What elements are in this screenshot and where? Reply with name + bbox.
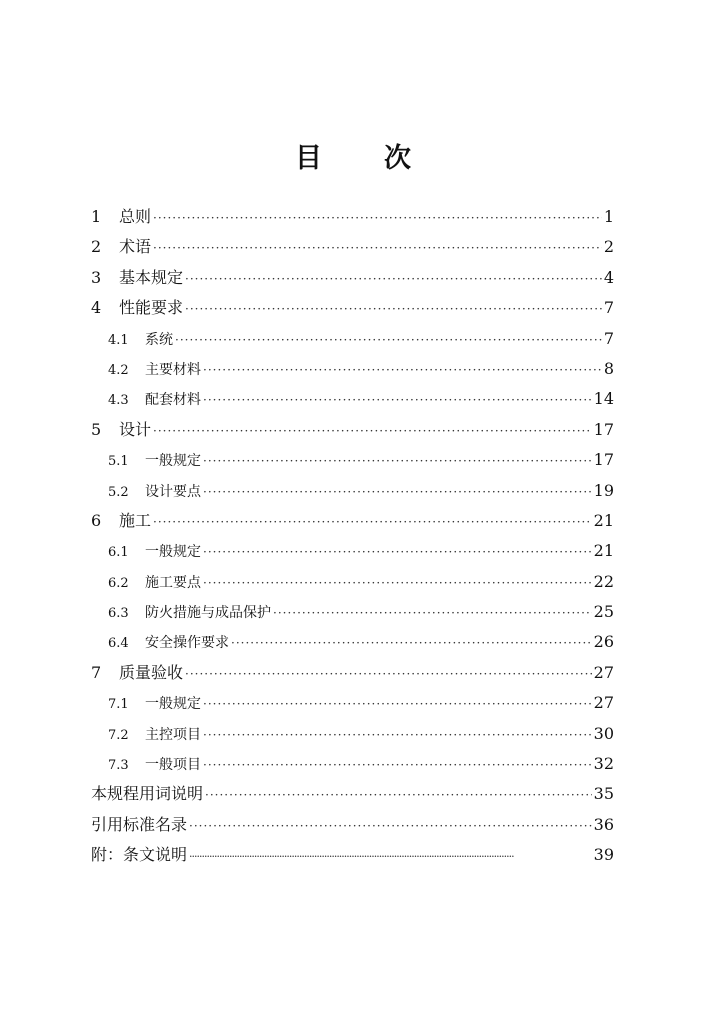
toc-entry-number: 7.3 [108, 758, 129, 774]
toc-entry-label: 设计要点 [145, 483, 201, 500]
toc-entry[interactable] [91, 779, 614, 809]
toc-entry-label: 配套材料 [145, 392, 201, 409]
toc-entry-number: 6.2 [108, 575, 129, 591]
toc-entry-label: 一般项目 [145, 757, 201, 774]
toc-entry-page-number: 17 [593, 450, 614, 470]
toc-entry-number: 6.3 [108, 606, 129, 622]
toc-dot-leader [153, 233, 602, 263]
toc-entry-number: 3 [91, 267, 102, 287]
toc-entry-label: 基本规定 [119, 267, 184, 287]
toc-entry[interactable] [91, 749, 614, 779]
toc-dot-leader [189, 811, 592, 841]
toc-entry-page-number: 4 [603, 267, 614, 287]
toc-entry-label: 施工 [119, 510, 152, 530]
toc-entry[interactable] [91, 688, 614, 718]
toc-entry-label: 一般规定 [145, 696, 201, 713]
toc-entry-number: 6.4 [108, 636, 129, 652]
toc-entry-label: 引用标准名录 [91, 814, 188, 834]
toc-dot-leader [153, 416, 592, 446]
toc-entry-number: 2 [91, 237, 102, 257]
toc-entry[interactable] [91, 840, 614, 870]
toc-dot-leader [185, 264, 602, 294]
toc-entry[interactable] [91, 293, 614, 323]
toc-entry-number: 4 [91, 298, 102, 318]
toc-dot-leader [203, 446, 592, 476]
toc-entry-label: 术语 [119, 237, 152, 257]
toc-entry[interactable] [91, 567, 614, 597]
toc-entry-number: 7.2 [108, 727, 129, 743]
title-char-1: 目 [295, 143, 322, 174]
toc-dot-leader [231, 628, 592, 658]
toc-entry-page-number: 36 [593, 814, 614, 834]
toc-dot-leader [203, 720, 592, 750]
toc-entry[interactable] [91, 506, 614, 536]
toc-entry-label: 一般规定 [145, 453, 201, 470]
toc-entry-number: 6 [91, 510, 102, 530]
toc-entry[interactable] [91, 536, 614, 566]
toc-entry-number: 1 [91, 207, 102, 226]
toc-entry-page-number: 27 [593, 662, 614, 682]
toc-entry-page-number: 8 [603, 358, 614, 378]
toc-dot-leader [203, 537, 592, 567]
toc-entry-page-number: 35 [593, 784, 614, 804]
toc-entry-page-number: 21 [593, 541, 614, 561]
toc-entry[interactable] [91, 719, 614, 749]
toc-entry-label: 设计 [119, 419, 152, 439]
toc-entry-label: 总则 [119, 207, 152, 226]
toc-entry[interactable] [91, 232, 614, 262]
toc-entry-page-number: 39 [593, 845, 614, 865]
toc-entry-number: 6.1 [108, 545, 129, 561]
toc-entry-page-number: 17 [593, 419, 614, 439]
toc-entry-page-number: 19 [593, 480, 614, 500]
toc-entry[interactable] [91, 263, 614, 293]
toc-entry-label: 附：条文说明 [91, 845, 188, 865]
toc-dot-leader [203, 477, 592, 507]
toc-entry[interactable] [91, 476, 614, 506]
toc-entry-page-number: 30 [593, 723, 614, 743]
toc-entry-page-number: 32 [593, 754, 614, 774]
toc-entry[interactable] [91, 384, 614, 414]
toc-entry-page-number: 2 [603, 237, 614, 257]
table-of-contents [91, 202, 614, 871]
toc-entry-label: 施工要点 [145, 574, 201, 591]
toc-entry-label: 系统 [145, 331, 173, 348]
toc-entry-page-number: 21 [593, 510, 614, 530]
toc-entry-number: 5.2 [108, 484, 129, 500]
toc-dot-leader [203, 689, 592, 719]
toc-entry[interactable] [91, 627, 614, 657]
toc-dot-leader [205, 780, 592, 810]
toc-entry-page-number: 22 [593, 571, 614, 591]
toc-entry-number: 4.1 [108, 332, 129, 348]
toc-entry-page-number: 1 [603, 207, 614, 226]
toc-entry-number: 4.2 [108, 362, 129, 378]
toc-entry-page-number: 7 [603, 298, 614, 318]
toc-entry-page-number: 14 [593, 389, 614, 409]
toc-entry-page-number: 25 [593, 602, 614, 622]
toc-entry-label: 质量验收 [119, 662, 184, 682]
toc-entry-number: 4.3 [108, 393, 129, 409]
toc-entry-label: 主控项目 [145, 726, 201, 743]
toc-dot-leader [185, 294, 602, 324]
title-char-2: 次 [384, 143, 411, 174]
toc-entry-page-number: 27 [593, 693, 614, 713]
toc-dot-leader [203, 568, 592, 598]
toc-dot-leader [203, 750, 592, 780]
toc-entry[interactable] [91, 597, 614, 627]
toc-dot-leader [185, 659, 592, 689]
toc-entry-number: 5.1 [108, 454, 129, 470]
toc-entry-label: 一般规定 [145, 544, 201, 561]
toc-entry-number: 7.1 [108, 697, 129, 713]
toc-dot-leader [175, 325, 602, 355]
toc-entry[interactable] [91, 810, 614, 840]
toc-entry[interactable] [91, 658, 614, 688]
toc-dot-leader [153, 203, 602, 233]
toc-entry-number: 5 [91, 419, 102, 439]
toc-dot-leader [203, 385, 592, 415]
toc-entry[interactable] [91, 415, 614, 445]
toc-entry[interactable] [91, 202, 614, 232]
toc-entry-label: 主要材料 [145, 361, 201, 378]
toc-entry-number: 7 [91, 662, 102, 682]
toc-entry[interactable] [91, 445, 614, 475]
toc-entry-label: 性能要求 [119, 298, 184, 318]
toc-dot-leader [189, 842, 592, 872]
toc-entry-label: 本规程用词说明 [91, 784, 204, 804]
toc-dot-leader [153, 507, 592, 537]
toc-entry-label: 防火措施与成品保护 [145, 605, 271, 622]
page-title [0, 136, 706, 175]
toc-entry[interactable] [91, 354, 614, 384]
toc-entry-page-number: 26 [593, 632, 614, 652]
toc-dot-leader [273, 598, 592, 628]
toc-entry-label: 安全操作要求 [145, 635, 229, 652]
toc-entry[interactable] [91, 324, 614, 354]
toc-dot-leader [203, 355, 602, 385]
toc-entry-page-number: 7 [603, 328, 614, 348]
